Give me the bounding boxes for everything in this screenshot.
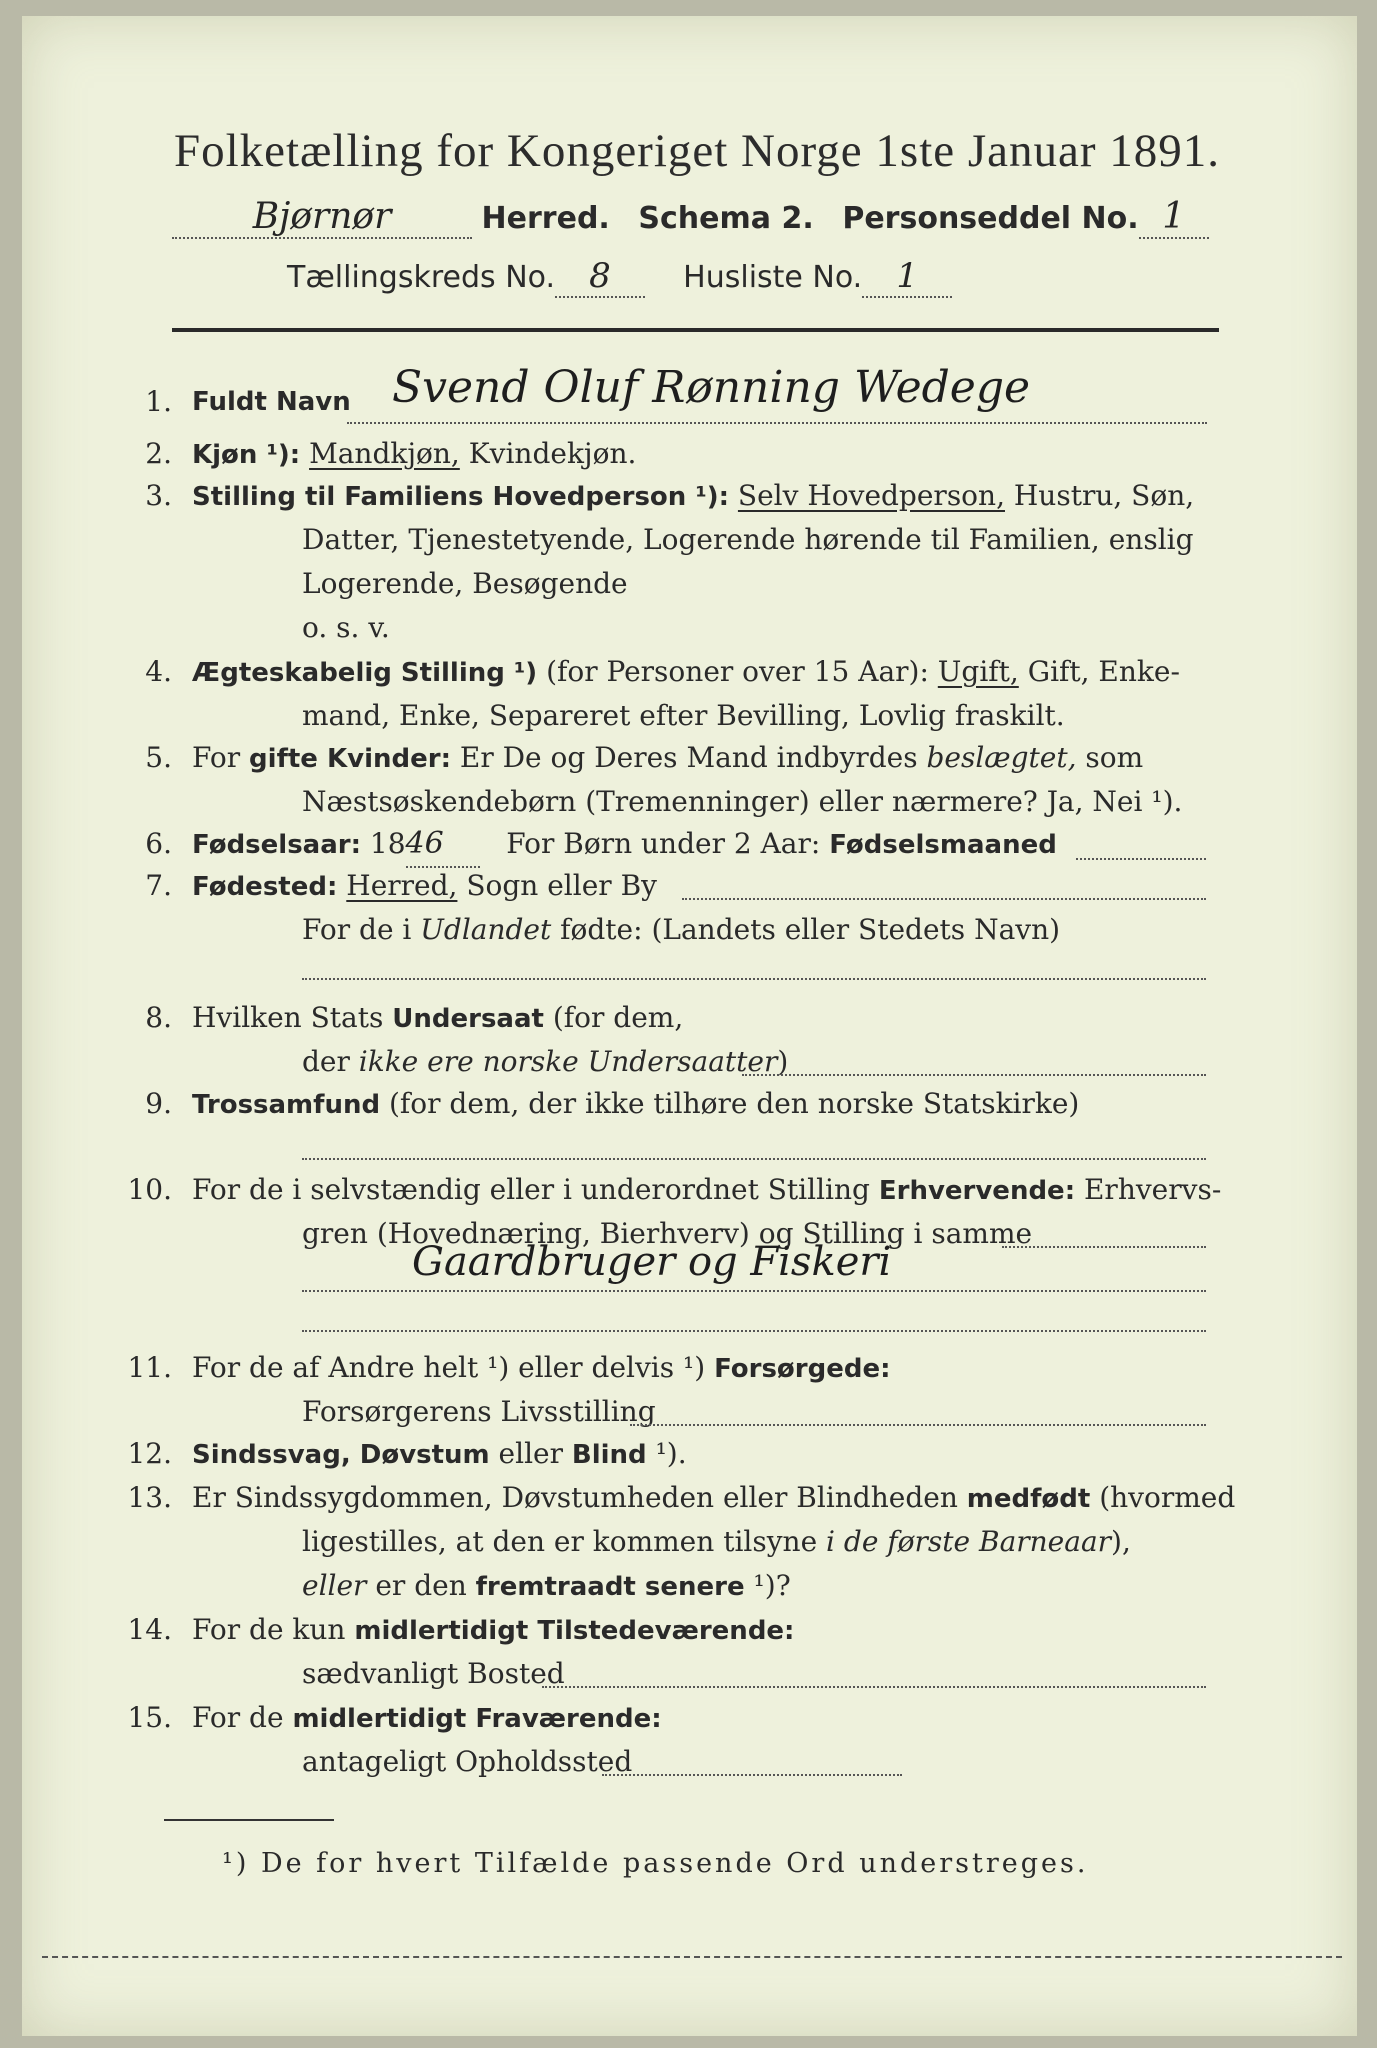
item-10-occupation: 10. For de i selvstændig eller i underordnet Stilling Erhvervende: Erhvervs- gren (Hovednæring, Bierhverv) og Stilling i samme Gaardbruger og Fiskeri: [112, 1168, 1262, 1338]
birthplace-selected: Herred,: [346, 869, 458, 902]
item-4-marital-status: 4. Ægteskabelig Stilling ¹) (for Personer over 15 Aar): Ugift, Gift, Enke- mand, Enke, Separeret efter Bevilling, Lovlig fraskilt.: [145, 655, 1180, 732]
item-11-supported: 11. For de af Andre helt ¹) eller delvis ¹) Forsørgede: Forsørgerens Livsstilling: [112, 1346, 1262, 1434]
item-15-temporary-absent: 15. For de midlertidigt Fraværende: antageligt Opholdssted: [112, 1696, 1262, 1784]
item-14-temporary-present: 14. For de kun midlertidigt Tilstedeværende: sædvanligt Bosted: [112, 1608, 1262, 1696]
husliste-value: 1: [862, 256, 952, 298]
item-6-birth-year: 6. Fødselsaar: 1846 For Børn under 2 Aar: Fødselsmaaned: [112, 822, 1262, 866]
herred-line: [172, 196, 1209, 239]
herred-value: Bjørnør: [172, 196, 472, 239]
item-9-religion: 9. Trossamfund (for dem, der ikke tilhøre den norske Statskirke): [112, 1082, 1262, 1170]
birth-year-value: 46: [406, 822, 480, 868]
occupation-value: Gaardbruger og Fiskeri: [412, 1239, 892, 1285]
taellingskreds-value: 8: [555, 256, 645, 298]
item-1-full-name: 1. Fuldt Navn Svend Oluf Rønning Wedege: [112, 380, 1262, 440]
husliste-label: Husliste No.: [683, 260, 863, 295]
full-name-label: Fuldt Navn: [192, 387, 351, 417]
item-7-birthplace: 7. Fødested: Herred, Sogn eller By For de i Udlandet fødte: (Landets eller Stedets Navn): [112, 864, 1262, 996]
taellingskreds-label: Tællingskreds No.: [287, 260, 555, 295]
item-2-sex: 2. Kjøn ¹): Mandkjøn, Kvindekjøn.: [145, 437, 637, 470]
family-position-selected: Selv Hovedperson,: [737, 479, 1005, 512]
footnote-rule: [164, 1819, 334, 1821]
taellingskreds-line: [287, 256, 952, 298]
full-name-value: Svend Oluf Rønning Wedege: [392, 362, 1031, 413]
header-rule: [172, 328, 1219, 332]
schema-label: Schema 2.: [638, 201, 814, 236]
bottom-dashed-rule: [42, 1956, 1342, 1958]
sex-selected: Mandkjøn,: [309, 437, 460, 470]
footnote: ¹) De for hvert Tilfælde passende Ord understreges.: [222, 1848, 1089, 1879]
item-8-citizenship: 8. Hvilken Stats Undersaat (for dem, der ikke ere norske Undersaatter): [112, 996, 1262, 1084]
item-13-congenital: 13. Er Sindssygdommen, Døvstumheden eller Blindheden medfødt (hvormed ligestilles, at den er kommen tilsyne i de første Barneaar), eller er den fremtraadt senere ¹)?: [127, 1481, 1236, 1602]
personseddel-value: 1: [1139, 196, 1209, 239]
item-3-family-position: 3. Stilling til Familiens Hovedperson ¹): Selv Hovedperson, Hustru, Søn, Datter, Tjenestetyende, Logerende hørende til Familien, enslig Logerende, Besøgende o. s. v.: [145, 479, 1195, 644]
census-form: [22, 16, 1357, 2036]
personseddel-label: Personseddel No.: [842, 201, 1139, 236]
item-12-disability: 12. Sindssvag, Døvstum eller Blind ¹).: [127, 1437, 687, 1470]
item-5-married-women: 5. For gifte Kvinder: Er De og Deres Mand indbyrdes beslægtet, som Næstsøskendebørn (Tremenninger) eller nærmere? Ja, Nei ¹).: [145, 741, 1183, 818]
herred-label: Herred.: [481, 201, 610, 236]
form-title: Folketælling for Kongeriget Norge 1ste Januar 1891.: [173, 125, 1221, 177]
marital-status-selected: Ugift,: [937, 655, 1019, 688]
